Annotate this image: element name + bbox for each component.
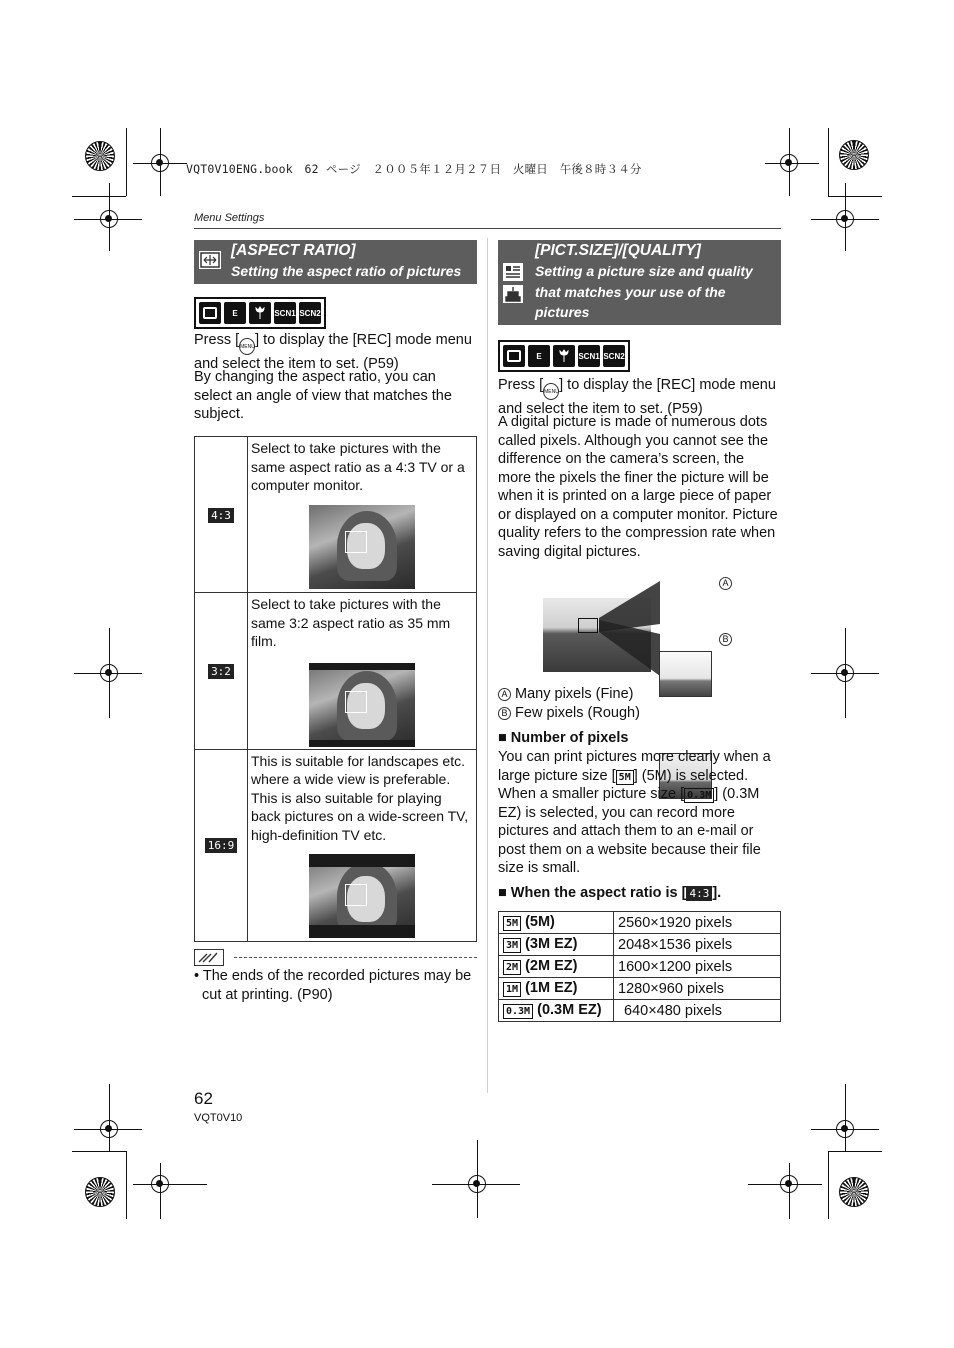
label-b-icon: B bbox=[719, 633, 732, 646]
running-head: Menu Settings bbox=[194, 212, 265, 224]
pict-size-banner bbox=[498, 240, 781, 325]
table-row bbox=[195, 593, 477, 750]
economy-mode-icon: E bbox=[528, 345, 550, 367]
number-of-pixels-body: You can print pictures more clearly when a large picture size [ 5M ] (5M) is selected. When a smaller picture size [ 0.3M ] (0.3M EZ) is selected, you can record more pictures and attach them to an e-mail or post them on a website because their file size is small. bbox=[498, 749, 771, 876]
aspect-4-3-icon: 4:3 bbox=[686, 886, 712, 901]
right-mode-icons bbox=[498, 340, 630, 372]
quality-icon bbox=[503, 285, 523, 303]
table-row bbox=[195, 749, 477, 941]
pixel-comparison-diagram bbox=[543, 576, 738, 680]
size-icon: 1M bbox=[503, 982, 521, 997]
aspect-3-2-text: Select to take pictures with the same 3:2 aspect ratio as 35 mm film. bbox=[251, 596, 451, 649]
right-body: A digital picture is made of numerous dots called pixels. Although you cannot see the difference on the camera’s screen, the more the pixels the finer the picture will be when it is printed on a large piece of paper or displayed on a computer monitor. Picture quality refers to the compression rate when saving digital pictures. bbox=[498, 414, 778, 560]
menu-set-button-icon: MENU bbox=[543, 383, 559, 400]
table-row: 0.3M (0.3M EZ) 640×480 pixels bbox=[499, 1000, 781, 1022]
size-icon: 0.3M bbox=[503, 1004, 533, 1019]
left-intro: Press [MENU] to display the [REC] mode menu and select the item to set. (P59) bbox=[194, 332, 472, 372]
camera-mode-icon bbox=[503, 345, 525, 367]
rosette-mark-icon bbox=[839, 140, 869, 170]
right-intro: Press [MENU] to display the [REC] mode menu and select the item to set. (P59) bbox=[498, 377, 776, 417]
label-a-icon: A bbox=[719, 577, 732, 590]
aspect-ratio-table bbox=[194, 436, 477, 942]
pixel-value: 640×480 pixels bbox=[614, 1000, 781, 1022]
running-head-rule bbox=[194, 228, 781, 229]
rosette-mark-icon bbox=[85, 141, 115, 171]
pict-size-subtitle-3: pictures bbox=[535, 304, 590, 320]
size-icon: 5M bbox=[503, 916, 521, 931]
note-divider bbox=[234, 957, 477, 958]
note-icon bbox=[194, 949, 224, 966]
pixel-value: 2048×1536 pixels bbox=[614, 934, 781, 956]
size-03m-icon: 0.3M bbox=[684, 788, 714, 803]
pixel-value: 2560×1920 pixels bbox=[614, 912, 781, 934]
table-row: 3M (3M EZ) 2048×1536 pixels bbox=[499, 934, 781, 956]
note-text: • The ends of the recorded pictures may be cut at printing. (P90) bbox=[194, 968, 472, 1003]
scene1-mode-icon: SCN1 bbox=[274, 302, 296, 324]
square-bullet-icon: ■ bbox=[498, 730, 511, 746]
legend-a: A Many pixels (Fine) bbox=[498, 685, 633, 704]
pixel-value: 1280×960 pixels bbox=[614, 978, 781, 1000]
left-intro-2: By changing the aspect ratio, you can select an angle of view that matches the subject. bbox=[194, 369, 452, 422]
table-row: 1M (1M EZ) 1280×960 pixels bbox=[499, 978, 781, 1000]
table-row bbox=[195, 437, 477, 593]
aspect-16-9-icon: 16:9 bbox=[205, 838, 238, 853]
aspect-ratio-title: [ASPECT RATIO] bbox=[231, 242, 356, 259]
rosette-mark-icon bbox=[85, 1177, 115, 1207]
pict-size-subtitle-2: that matches your use of the bbox=[535, 284, 726, 300]
sample-photo-16-9 bbox=[309, 854, 415, 938]
macro-mode-icon bbox=[249, 302, 271, 324]
menu-set-button-icon: MENU bbox=[239, 338, 255, 355]
aspect-ratio-heading: ■ When the aspect ratio is [ 4:3 ]. bbox=[498, 885, 722, 901]
scene1-mode-icon: SCN1 bbox=[578, 345, 600, 367]
aspect-ratio-banner bbox=[194, 240, 477, 284]
scene2-mode-icon: SCN2 bbox=[603, 345, 625, 367]
picture-size-icon bbox=[503, 263, 523, 281]
number-of-pixels-heading: ■ Number of pixels bbox=[498, 730, 629, 746]
page-number: 62 bbox=[194, 1089, 213, 1108]
size-icon: 2M bbox=[503, 960, 521, 975]
table-row: 2M (2M EZ) 1600×1200 pixels bbox=[499, 956, 781, 978]
doc-code: VQT0V10 bbox=[194, 1112, 243, 1124]
sample-photo-4-3 bbox=[309, 505, 415, 589]
rosette-mark-icon bbox=[839, 1177, 869, 1207]
pict-size-title: [PICT.SIZE]/[QUALITY] bbox=[535, 242, 701, 259]
pixel-count-table bbox=[498, 911, 781, 1022]
fine-sample-photo bbox=[659, 651, 712, 697]
aspect-ratio-icon bbox=[199, 251, 221, 269]
pixel-value: 1600×1200 pixels bbox=[614, 956, 781, 978]
aspect-4-3-icon: 4:3 bbox=[208, 508, 234, 523]
sample-photo-3-2 bbox=[309, 663, 415, 747]
size-icon: 3M bbox=[503, 938, 521, 953]
left-mode-icons bbox=[194, 297, 326, 329]
economy-mode-icon: E bbox=[224, 302, 246, 324]
square-bullet-icon: ■ bbox=[498, 885, 511, 901]
print-info-line: VQT0V10ENG.book 62 ページ ２００５年１２月２７日 火曜日 午後８時３４分 bbox=[186, 162, 642, 176]
aspect-16-9-text: This is suitable for landscapes etc. where a wide view is preferable. This is also suitable for playing back pictures on a wide-screen TV, high-definition TV etc. bbox=[251, 752, 469, 843]
column-divider bbox=[487, 238, 488, 1093]
scene2-mode-icon: SCN2 bbox=[299, 302, 321, 324]
table-row: 5M (5M) 2560×1920 pixels bbox=[499, 912, 781, 934]
pict-size-subtitle-1: Setting a picture size and quality bbox=[535, 263, 753, 279]
macro-mode-icon bbox=[553, 345, 575, 367]
aspect-3-2-icon: 3:2 bbox=[208, 664, 234, 679]
aspect-ratio-subtitle: Setting the aspect ratio of pictures bbox=[231, 263, 462, 279]
camera-mode-icon bbox=[199, 302, 221, 324]
aspect-4-3-text: Select to take pictures with the same aspect ratio as a 4:3 TV or a computer monitor. bbox=[251, 440, 465, 493]
legend-b: B Few pixels (Rough) bbox=[498, 704, 640, 723]
size-5m-icon: 5M bbox=[616, 770, 634, 785]
